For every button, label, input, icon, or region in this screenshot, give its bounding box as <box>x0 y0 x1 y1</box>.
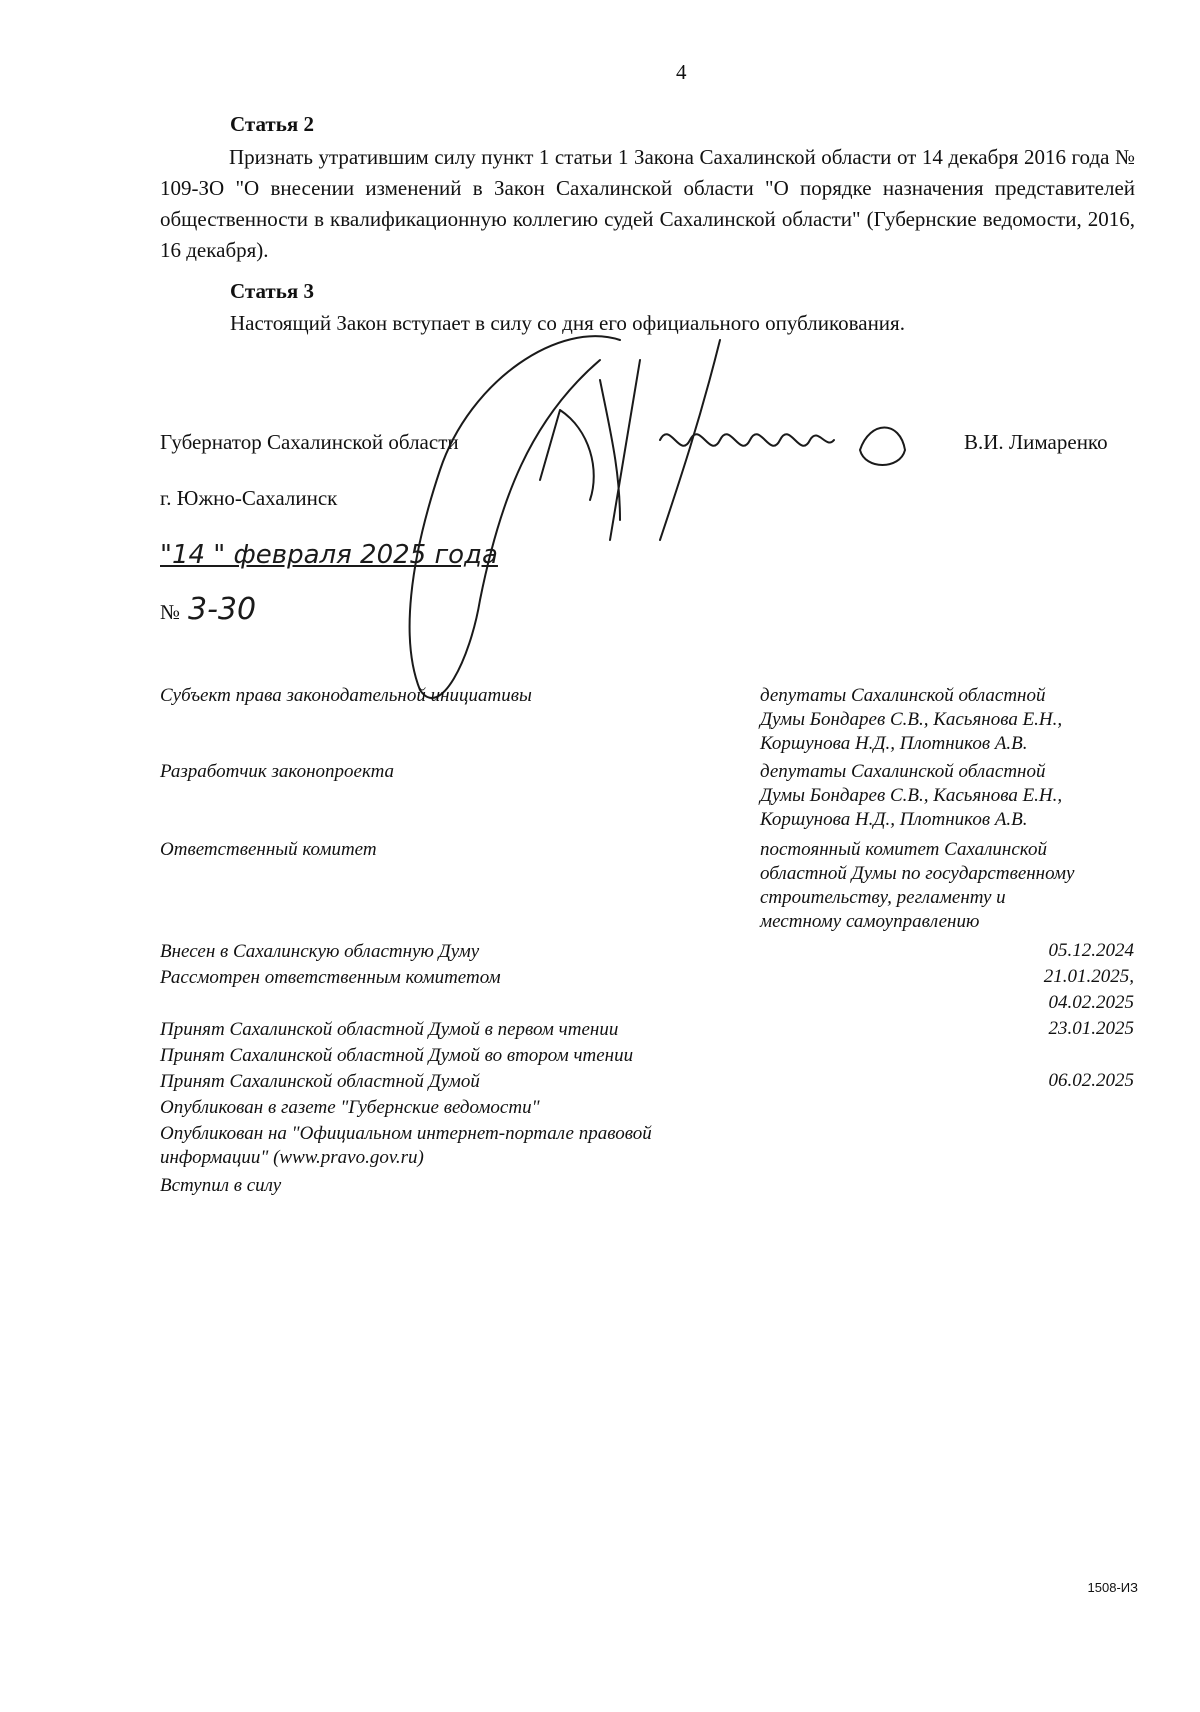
article-2-heading: Статья 2 <box>230 112 314 136</box>
page-number: 4 <box>676 60 687 84</box>
number-prefix: № <box>160 600 181 624</box>
law-number: 3-30 <box>188 592 257 627</box>
developer-line: депутаты Сахалинской областной <box>760 761 1046 782</box>
history-committee-label: Рассмотрен ответственным комитетом <box>160 967 501 988</box>
history-committee-date: 21.01.2025, <box>1043 966 1134 987</box>
committee-label: Ответственный комитет <box>160 839 377 860</box>
developer-line: Думы Бондарев С.В., Касьянова Е.Н., <box>760 785 1063 806</box>
initiative-line: Думы Бондарев С.В., Касьянова Е.Н., <box>760 709 1063 730</box>
article-3-heading: Статья 3 <box>230 279 314 303</box>
initiative-value <box>760 684 1134 756</box>
article-2-paragraph: Признать утратившим силу пункт 1 статьи 1 Закона Сахалинской области от 14 декабря 2016 года № 109-ЗО "О внесении изменений в Закон Сахалинской области "О порядке назначения представителей общественности в квалификационную коллегию судей Сахалинской области" (Губернские ведомости, 2016, 16 декабря). <box>160 145 1135 262</box>
developer-value <box>760 760 1134 832</box>
initiative-line: Коршунова Н.Д., Плотников А.В. <box>760 733 1028 754</box>
history-introduced-date: 05.12.2024 <box>1048 940 1134 961</box>
history-second-reading-label: Принят Сахалинской областной Думой во втором чтении <box>160 1045 634 1066</box>
footer-code: 1508-ИЗ <box>1087 1580 1138 1595</box>
history-newspaper-label: Опубликован в газете "Губернские ведомости" <box>160 1097 540 1118</box>
history-introduced-label: Внесен в Сахалинскую областную Думу <box>160 941 480 962</box>
committee-line: областной Думы по государственному <box>760 863 1075 884</box>
history-adopted-label: Принят Сахалинской областной Думой <box>160 1071 480 1092</box>
governor-position: Губернатор Сахалинской области <box>160 430 459 454</box>
history-committee-date: 04.02.2025 <box>1048 992 1134 1013</box>
developer-label: Разработчик законопроекта <box>160 761 395 782</box>
history-first-reading-label: Принят Сахалинской областной Думой в первом чтении <box>160 1019 619 1040</box>
initiative-label: Субъект права законодательной инициативы <box>160 685 532 706</box>
history-adopted-date: 06.02.2025 <box>1048 1070 1134 1091</box>
history-in-force-label: Вступил в силу <box>160 1175 282 1196</box>
signing-date: "14 " февраля 2025 года <box>160 540 498 570</box>
committee-line: постоянный комитет Сахалинской <box>760 839 1047 860</box>
article-3-text: Настоящий Закон вступает в силу со дня его официального опубликования. <box>230 311 905 335</box>
committee-value <box>760 838 1134 934</box>
initiative-line: депутаты Сахалинской областной <box>760 685 1046 706</box>
governor-name: В.И. Лимаренко <box>964 430 1108 454</box>
committee-line: местному самоуправлению <box>760 911 980 932</box>
city: г. Южно-Сахалинск <box>160 486 338 510</box>
committee-line: строительству, регламенту и <box>760 887 1006 908</box>
history-first-reading-date: 23.01.2025 <box>1048 1018 1134 1039</box>
history-portal-label: Опубликован на "Официальном интернет-портале правовой информации" (www.pravo.gov.ru) <box>160 1123 652 1168</box>
developer-line: Коршунова Н.Д., Плотников А.В. <box>760 809 1028 830</box>
